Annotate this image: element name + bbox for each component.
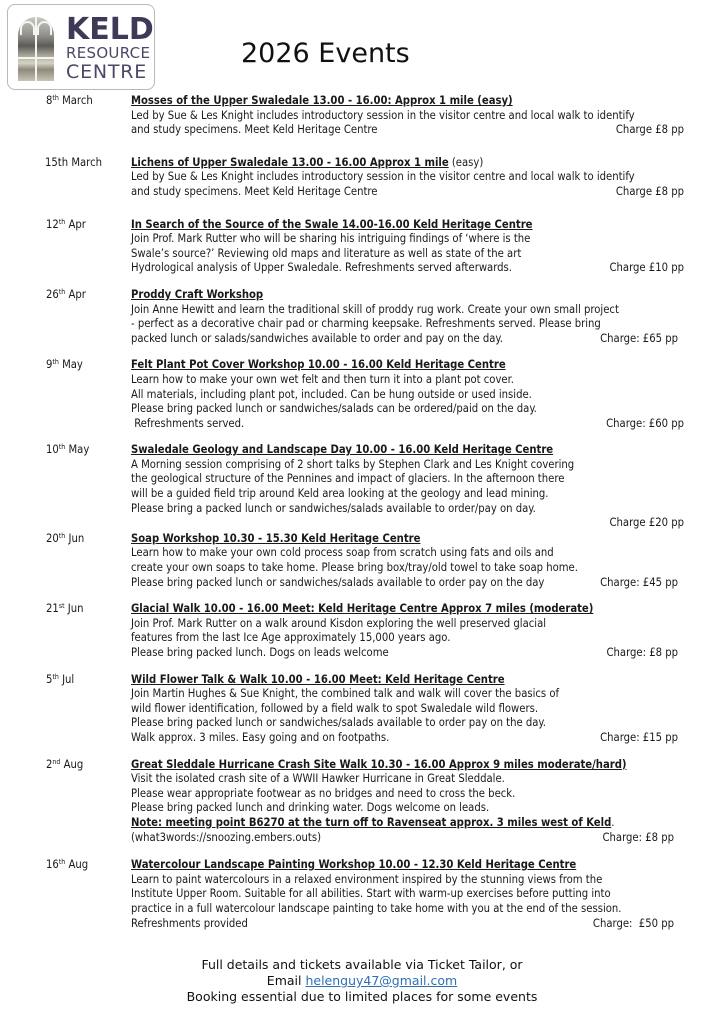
event-description-line: Swale’s source?’ Reviewing old maps and literature as well as state of the art	[131, 246, 522, 260]
event-item	[0, 758, 724, 846]
event-title: Great Sleddale Hurricane Crash Site Walk 10.30 - 16.00 Approx 9 miles moderate/hard)	[131, 757, 627, 771]
event-date: 26th Apr	[46, 287, 86, 301]
event-description-line: Join Martin Hughes & Sue Knight, the combined talk and walk will cover the basics of	[131, 687, 560, 701]
event-description-line: Led by Sue & Les Knight includes introductory session in the visitor centre and local walk to identify	[131, 108, 635, 122]
event-item	[0, 673, 724, 746]
event-description-line: the geological structure of the Pennines and impact of glaciers. In the afternoon there	[131, 472, 565, 486]
event-description-line: wild flower identification, followed by a field walk to spot Swaledale wild flowers.	[131, 701, 539, 715]
event-description-line: Join Anne Hewitt and learn the traditional skill of proddy rug work. Create your own small project	[131, 302, 619, 316]
event-date: 2nd Aug	[46, 757, 84, 771]
event-description-line: All materials, including plant pot, included. Can be hung outside or used inside.	[131, 387, 532, 401]
event-description-line: A Morning session comprising of 2 short talks by Stephen Clark and Les Knight covering	[131, 457, 575, 471]
event-description-line: Please wear appropriate footwear as no bridges and need to cross the beck.	[131, 786, 516, 800]
arched-window-icon	[18, 17, 54, 81]
event-title: Lichens of Upper Swaledale 13.00 - 16.00 Approx 1 mile	[131, 155, 449, 169]
event-item	[0, 858, 724, 931]
event-charge: Charge: £65 pp	[600, 331, 678, 345]
event-charge: Charge: £60 pp	[606, 416, 684, 430]
event-description-line	[131, 516, 684, 531]
event-description-line: - perfect as a decorative chair pad or charming keepsake. Refreshments served. Please bring	[131, 317, 601, 331]
event-title: Proddy Craft Workshop	[131, 287, 264, 301]
event-description-line: and study specimens. Meet Keld Heritage Centre Charge £8 pp	[131, 123, 684, 137]
page-title: 2026 Events	[241, 38, 410, 69]
event-title-suffix: (easy)	[448, 155, 484, 169]
event-title: Felt Plant Pot Cover Workshop 10.00 - 16.00 Keld Heritage Centre	[131, 358, 506, 372]
event-date: 5th Jul	[46, 672, 75, 686]
footer-tickets-info: Full details and tickets available via Ticket Tailor, or	[201, 957, 523, 972]
email-link[interactable]: helenguy47@gmail.com	[305, 973, 458, 988]
event-description-line: Visit the isolated crash site of a WWII Hawker Hurricane in Great Sleddale.	[131, 772, 505, 786]
event-description-line: Please bring packed lunch or sandwiches/salads available to order pay on the day.	[131, 716, 546, 730]
event-title: Swaledale Geology and Landscape Day 10.00 - 16.00 Keld Heritage Centre	[131, 443, 554, 457]
event-description-line: practice in a full watercolour landscape painting to take home with you at the end of the session.	[131, 901, 622, 915]
event-title: Mosses of the Upper Swaledale 13.00 - 16.00: Approx 1 mile (easy)	[131, 94, 513, 107]
event-description-line: Join Prof. Mark Rutter on a walk around Kisdon exploring the well preserved glacial	[131, 616, 547, 630]
event-charge: Charge: £45 pp	[600, 575, 678, 589]
event-date: 21st Jun	[46, 602, 84, 616]
logo-keld: KELD	[66, 12, 154, 47]
event-item	[0, 94, 724, 138]
event-title: Soap Workshop 10.30 - 15.30 Keld Heritage Centre	[131, 531, 421, 545]
event-description-line: will be a guided field trip around Keld area looking at the geology and lead mining.	[131, 487, 549, 501]
event-date: 9th May	[46, 358, 83, 372]
meeting-point-note: Note: meeting point B6270 at the turn off to Ravenseat approx. 3 miles west of Keld.	[131, 815, 615, 829]
event-item	[0, 288, 724, 346]
event-item	[0, 443, 724, 531]
event-description-line: Please bring packed lunch and drinking water. Dogs welcome on leads.	[131, 801, 490, 815]
logo-resource: RESOURCE	[66, 44, 151, 62]
event-description-line: packed lunch or salads/sandwiches available to order and pay on the day. Charge: £65 pp	[131, 331, 678, 345]
event-description-line: Refreshments provided Charge: £50 pp	[131, 916, 674, 930]
event-charge: Charge: £15 pp	[600, 730, 678, 744]
footer-email-line: Email helenguy47@gmail.com	[266, 973, 458, 988]
event-description-line: Please bring packed lunch. Dogs on leads welcome Charge: £8 pp	[131, 646, 678, 659]
event-description-line: features from the last Ice Age approximately 15,000 years ago.	[131, 631, 451, 645]
event-date: 8th March	[46, 94, 93, 107]
event-description-line: and study specimens. Meet Keld Heritage Centre Charge £8 pp	[131, 184, 684, 198]
event-date: 16th Aug	[46, 858, 89, 872]
footer	[0, 957, 724, 1005]
what3words-location: (what3words://snoozing.embers.outs)	[131, 830, 321, 844]
event-date: 10th May	[46, 443, 90, 457]
event-item	[0, 156, 724, 200]
event-title: Watercolour Landscape Painting Workshop 10.00 - 12.30 Keld Heritage Centre	[131, 858, 577, 872]
event-description-line: Learn how to make your own wet felt and then turn it into a plant pot cover.	[131, 372, 514, 386]
event-description-line: Walk approx. 3 miles. Easy going and on footpaths. Charge: £15 pp	[131, 730, 678, 744]
event-charge: Charge £8 pp	[615, 184, 684, 198]
events-list	[0, 92, 724, 931]
event-charge: Charge: £8 pp	[602, 830, 674, 844]
event-date: 20th Jun	[46, 531, 85, 545]
event-description-line: Refreshments served. Charge: £60 pp	[131, 416, 684, 430]
meeting-point-note-text: Note: meeting point B6270 at the turn off to Ravenseat approx. 3 miles west of Keld	[131, 815, 612, 829]
event-description-line: Please bring packed lunch or sandwiches/salads available to order pay on the day Charge: £45 pp	[131, 575, 678, 589]
event-charge: Charge £10 pp	[609, 261, 684, 275]
event-date: 15th March	[45, 155, 102, 169]
event-item	[0, 532, 724, 590]
event-description-line: Join Prof. Mark Rutter who will be sharing his intriguing findings of ‘where is the	[131, 232, 531, 246]
event-title: Glacial Walk 10.00 - 16.00 Meet: Keld Heritage Centre Approx 7 miles (moderate)	[131, 602, 594, 616]
event-description-line: Learn to paint watercolours in a relaxed environment inspired by the stunning views from the	[131, 872, 603, 886]
event-charge: Charge £20 pp	[609, 516, 684, 530]
event-item	[0, 218, 724, 276]
event-description-line: Please bring packed lunch or sandwiches/salads can be ordered/paid on the day.	[131, 402, 537, 416]
event-title: Wild Flower Talk & Walk 10.00 - 16.00 Meet: Keld Heritage Centre	[131, 672, 505, 686]
event-date: 12th Apr	[46, 217, 86, 231]
event-description-line: Learn how to make your own cold process soap from scratch using fats and oils and	[131, 546, 554, 560]
event-charge: Charge £8 pp	[615, 123, 684, 137]
logo-centre: CENTRE	[66, 61, 148, 83]
footer-booking-note: Booking essential due to limited places for some events	[186, 989, 538, 1004]
event-description-line: Led by Sue & Les Knight includes introductory session in the visitor centre and local walk to identify	[131, 170, 635, 184]
event-title: In Search of the Source of the Swale 14.00-16.00 Keld Heritage Centre	[131, 217, 533, 231]
event-description-line: create your own soaps to take home. Please bring box/tray/old towel to take soap home.	[131, 561, 578, 575]
logo-wordmark	[66, 12, 154, 83]
event-charge: Charge: £50 pp	[592, 916, 674, 930]
event-charge: Charge: £8 pp	[606, 646, 678, 659]
event-description-line: Hydrological analysis of Upper Swaledale. Refreshments served afterwards. Charge £10 pp	[131, 261, 684, 275]
event-description-line	[131, 831, 684, 846]
event-item	[0, 602, 724, 660]
keld-resource-centre-logo	[7, 4, 155, 90]
event-item	[0, 358, 724, 431]
event-description-line: Institute Upper Room. Suitable for all abilities. Start with warm-up exercises before putting into	[131, 887, 611, 901]
event-description-line: Please bring a packed lunch or sandwiches/salads available to order/pay on day.	[131, 501, 536, 515]
